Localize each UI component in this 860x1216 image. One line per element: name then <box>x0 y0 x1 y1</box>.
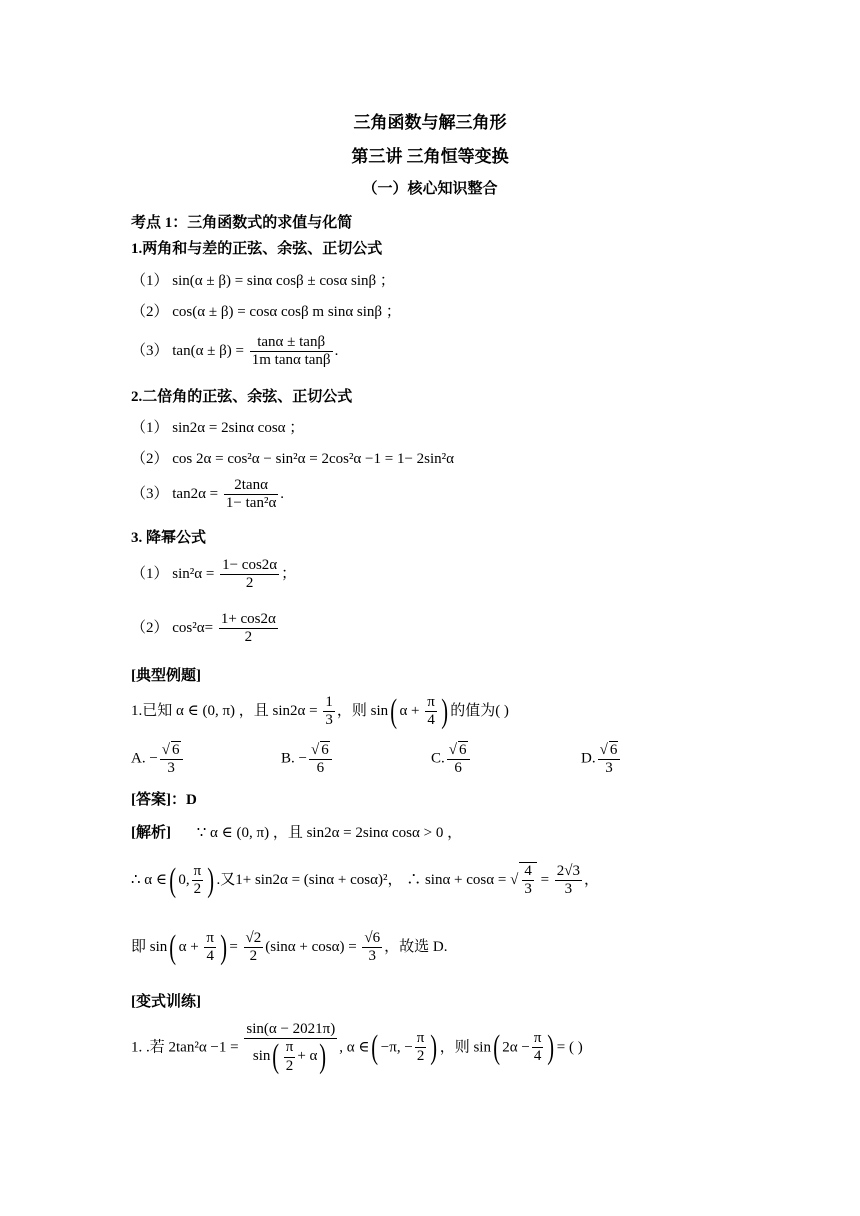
right-paren: ) <box>207 861 215 899</box>
fraction <box>204 930 216 966</box>
denominator: 3 <box>524 881 532 898</box>
numerator: √ 6 <box>447 741 470 760</box>
option-d <box>581 741 622 778</box>
denominator-text: sin <box>252 1048 271 1065</box>
fraction <box>220 557 279 593</box>
option-b <box>281 741 334 778</box>
denominator <box>244 1039 337 1075</box>
analysis-text: = <box>540 872 550 889</box>
left-paren: ( <box>371 1028 379 1066</box>
formula-heading-1: 1.两角和与差的正弦、余弦、正切公式 <box>131 241 383 257</box>
analysis-line-3 <box>131 930 448 966</box>
option-label: D. <box>581 750 596 767</box>
analysis-text: .又1+ sin2α = (sinα + cosα)²， ∴ sinα + cosα = <box>216 872 507 889</box>
analysis-line-2: ∴ α ∈( 0, $\frac{\pi}{2}$ ) .又1+ sin2α = (sinα + cosα)²， ∴ sinα + cosα = √ $\frac{4}{3}$ = $\frac{2√3}{3}$ ， <box>131 861 600 899</box>
denominator: 2 <box>416 1048 425 1065</box>
numerator: tanα ± tanβ <box>250 334 333 352</box>
numerator: 1− cos2α <box>220 557 279 575</box>
sqrt-radicand: 6 <box>172 742 180 758</box>
right-paren: ) <box>441 692 448 730</box>
doc-subtitle: 第三讲 三角恒等变换 <box>351 147 509 166</box>
numerator: π <box>415 1030 427 1048</box>
option-a <box>131 741 185 778</box>
denominator: 2 <box>249 948 258 965</box>
denominator: 4 <box>533 1048 542 1065</box>
question-text: −π, − <box>380 1039 413 1056</box>
fraction <box>555 863 582 899</box>
left-paren: ( <box>493 1028 501 1066</box>
denominator-text: + α <box>297 1048 318 1065</box>
question-text: 2α − <box>502 1039 530 1056</box>
left-paren: ( <box>169 928 177 966</box>
fraction <box>244 930 264 966</box>
question-text: = ( ) <box>556 1039 583 1056</box>
formula-sin-square: （1） sin²α = $\frac{1- \cos 2\alpha}{2}$ ； <box>131 557 297 592</box>
right-paren: ) <box>220 928 228 966</box>
question-text: α + <box>399 703 420 720</box>
analysis-text: ，故选 D. <box>384 939 448 956</box>
fraction <box>362 930 382 966</box>
numerator: 2√3 <box>555 863 582 881</box>
denominator: 4 <box>427 712 435 729</box>
left-paren: ( <box>390 692 398 730</box>
answer-line: [答案]：D <box>131 792 197 808</box>
denominator: 3 <box>167 760 175 777</box>
analysis-text: ∴ α ∈ <box>131 872 168 889</box>
fraction <box>219 611 278 647</box>
left-paren: ( <box>169 861 177 899</box>
fraction <box>532 1030 544 1066</box>
fraction <box>323 694 335 730</box>
option-label: B. − <box>281 750 307 767</box>
denominator: 2 <box>193 881 202 898</box>
denominator: 2 <box>244 629 253 646</box>
formula-sin-sum: （1） sin(α ± β) = sinα cosβ ± cosα sinβ ； <box>131 273 395 289</box>
numerator: √2 <box>244 930 264 948</box>
denominator: 6 <box>454 760 462 777</box>
question-text: , α ∈ <box>339 1039 370 1056</box>
question-text: 1.已知 α ∈ (0, π) ，且 sin2α = <box>131 703 318 720</box>
fraction <box>447 741 470 778</box>
denominator: 1m tanα tanβ <box>251 352 331 369</box>
example-question-1 <box>131 694 509 730</box>
analysis-text: ， <box>584 872 600 889</box>
sqrt-radicand: 6 <box>321 742 329 758</box>
fraction <box>415 1030 427 1066</box>
numerator: 2tanα <box>224 477 278 495</box>
question-text: ，则 sin <box>439 1039 491 1056</box>
denominator: 1− tan²α <box>225 495 277 512</box>
numerator: 4 <box>522 863 534 881</box>
question-text: 的值为( ) <box>450 703 509 720</box>
numerator: sin(α − 2021π) <box>244 1021 337 1039</box>
denominator: 2 <box>285 1057 294 1074</box>
fraction <box>522 863 534 899</box>
formula-tan-double: （3） tan2α = $\frac{2\tan\alpha}{\text{1− tan²α}}$ . <box>131 477 285 512</box>
formula-label: （3） tan2α = <box>131 486 219 503</box>
option-label: A. − <box>131 750 158 767</box>
numerator: √6 <box>362 930 382 948</box>
formula-heading-3: 3. 降幂公式 <box>131 530 207 546</box>
fraction <box>250 334 333 370</box>
formula-heading-2: 2.二倍角的正弦、余弦、正切公式 <box>131 389 353 405</box>
doc-title: 三角函数与解三角形 <box>353 113 507 132</box>
denominator: 2 <box>245 575 254 592</box>
analysis-text: 即 sin <box>131 939 168 956</box>
fraction <box>284 1039 296 1075</box>
sqrt-radicand <box>519 862 537 899</box>
question-text: 1. .若 2tan²α −1 = <box>131 1039 239 1056</box>
analysis-text: = <box>229 939 238 956</box>
formula-label: （3） tan(α ± β) = <box>131 343 244 360</box>
fraction <box>192 863 204 899</box>
option-c <box>431 741 472 778</box>
fraction <box>309 741 332 778</box>
formula-tan-sum: （3） tan(α ± β) = $\frac{\tan\alpha \pm \tan\beta}{\text{1m tanα tanβ}}$ . <box>131 334 339 369</box>
fraction <box>224 477 278 513</box>
numerator: √ 6 <box>160 741 183 760</box>
analysis-text: ∵ α ∈ (0, π) ，且 sin2α = 2sinα cosα > 0 ， <box>196 825 463 841</box>
denominator: 3 <box>325 712 333 729</box>
formula-cos-double: （2） cos 2α = cos²α − sin²α = 2cos²α −1 = 1− 2sin²α <box>131 451 455 467</box>
numerator: π <box>532 1030 544 1048</box>
analysis-line-1 <box>131 824 462 842</box>
topic-heading: 考点 1：三角函数式的求值与化简 <box>131 215 353 231</box>
right-paren: ) <box>319 1038 327 1075</box>
analysis-text: α + <box>178 939 199 956</box>
section-heading: （一）核心知识整合 <box>362 181 498 197</box>
fraction <box>425 694 437 730</box>
numerator: π <box>204 930 216 948</box>
formula-label: （1） sin²α = <box>131 566 215 583</box>
analysis-text: (sinα + cosα) = <box>265 939 357 956</box>
numerator: √ 6 <box>309 741 332 760</box>
sqrt-radicand: 6 <box>459 742 467 758</box>
denominator: 4 <box>206 948 214 965</box>
denominator: 6 <box>316 760 325 777</box>
denominator: 3 <box>368 948 377 965</box>
fraction <box>160 741 183 778</box>
question-text: ，则 sin <box>336 703 389 720</box>
fraction <box>244 1021 337 1075</box>
variant-heading: [变式训练] <box>131 994 201 1010</box>
formula-sin-double: （1） sin2α = 2sinα cosα ； <box>131 420 305 436</box>
numerator: π <box>425 694 437 712</box>
variant-question-1 <box>131 1021 583 1075</box>
numerator: √ 6 <box>598 741 621 760</box>
analysis-heading: [解析] <box>131 825 171 841</box>
denominator: 3 <box>564 881 573 898</box>
numerator: π <box>284 1039 296 1057</box>
formula-cos-square <box>131 611 280 647</box>
formula-label: （2） cos²α= <box>131 620 214 637</box>
right-paren: ) <box>547 1028 555 1066</box>
left-paren: ( <box>272 1038 280 1075</box>
numerator: 1+ cos2α <box>219 611 278 629</box>
formula-cos-sum: （2） cos(α ± β) = cosα cosβ m sinα sinβ ； <box>131 304 401 320</box>
analysis-text: 0, <box>178 872 190 889</box>
numerator: π <box>192 863 204 881</box>
sqrt-radicand: 6 <box>609 742 618 758</box>
example-heading: [典型例题] <box>131 668 201 684</box>
option-label: C. <box>431 750 445 767</box>
denominator: 3 <box>605 760 613 777</box>
numerator: 1 <box>323 694 335 712</box>
right-paren: ) <box>430 1028 438 1066</box>
fraction <box>598 741 621 778</box>
